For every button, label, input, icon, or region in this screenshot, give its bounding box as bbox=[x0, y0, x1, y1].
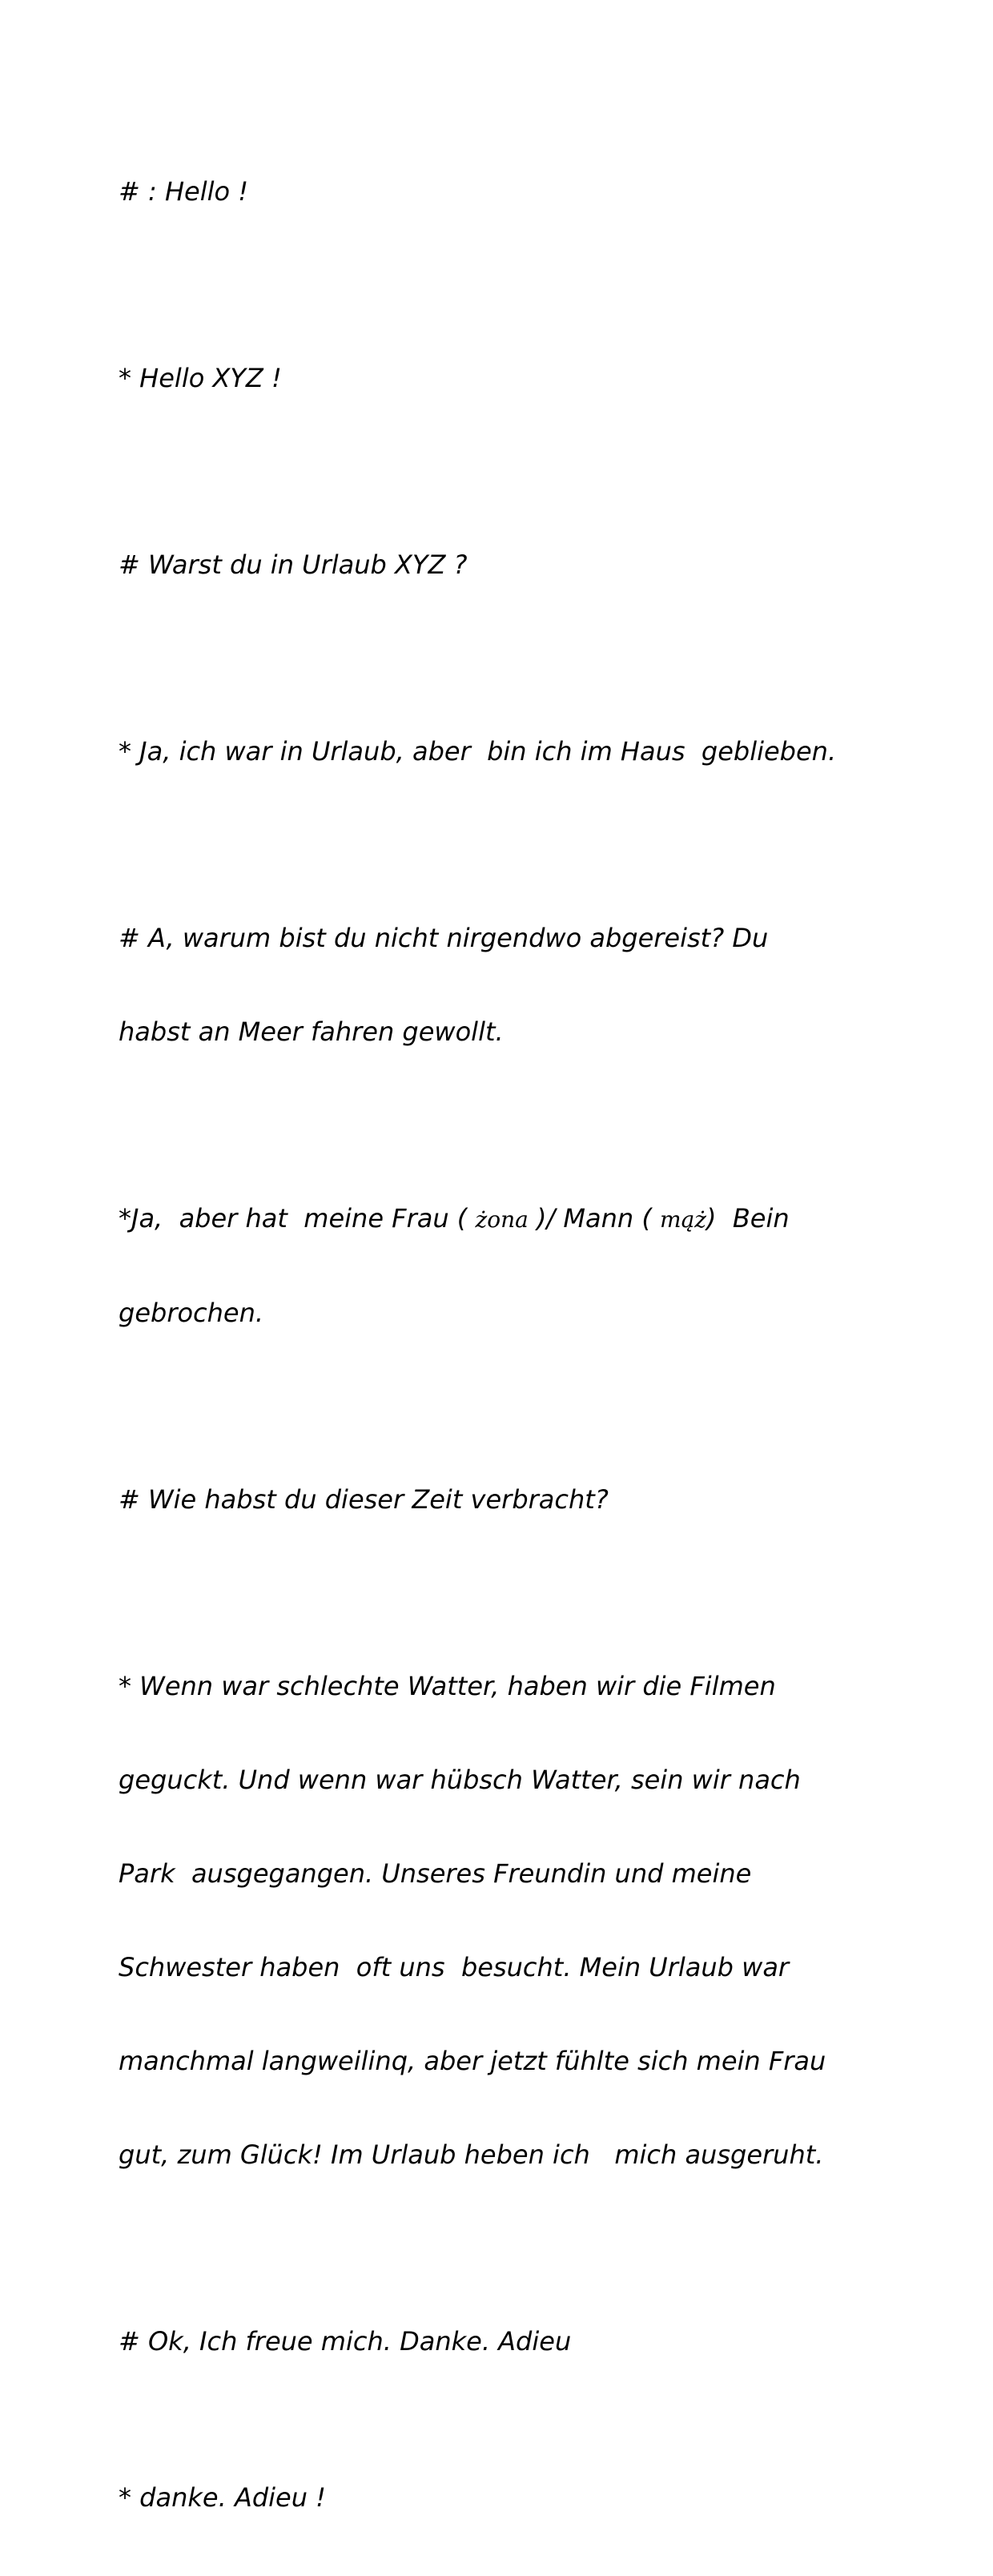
text-line: # : Hello ! bbox=[119, 176, 249, 207]
dialogue-line-6 bbox=[119, 1141, 887, 1391]
text-line: * Hello XYZ ! bbox=[119, 363, 282, 393]
dialogue-line-10 bbox=[119, 2420, 887, 2576]
text-line: gut, zum Glück! Im Urlaub heben ich mich ausgeruht. bbox=[119, 2139, 824, 2170]
text-line: habst an Meer fahren gewollt. bbox=[119, 1016, 504, 1047]
polish-word-wife: żona bbox=[475, 1206, 529, 1233]
text-line: geguckt. Und wenn war hübsch Watter, sein wir nach bbox=[119, 1765, 801, 1795]
text-line: Park ausgegangen. Unseres Freundin und meine bbox=[119, 1858, 752, 1889]
dialogue-line-8 bbox=[119, 1608, 887, 2233]
dialogue-line-5 bbox=[119, 860, 887, 1110]
dialogue-line-7 bbox=[119, 1422, 887, 1578]
text-line: # Warst du in Urlaub XYZ ? bbox=[119, 549, 468, 580]
text-line: Schwester haben oft uns besucht. Mein Urlaub war bbox=[119, 1952, 790, 1982]
text-segment: *Ja, aber hat meine Frau ( bbox=[119, 1203, 476, 1234]
dialogue-line-3 bbox=[119, 487, 887, 643]
text-line: * Wenn war schlechte Watter, haben wir die Filmen bbox=[119, 1671, 776, 1701]
text-line: # Wie habst du dieser Zeit verbracht? bbox=[119, 1484, 609, 1515]
text-line: manchmal langweilinq, aber jetzt fühlte sich mein Frau bbox=[119, 2046, 826, 2076]
text-line: # Ok, Ich freue mich. Danke. Adieu bbox=[119, 2326, 572, 2357]
text-line: * Ja, ich war in Urlaub, aber bin ich im Haus geblieben. bbox=[119, 736, 837, 767]
text-line: gebrochen. bbox=[119, 1298, 264, 1328]
text-line: # A, warum bist du nicht nirgendwo abgereist? Du bbox=[119, 923, 769, 953]
dialogue-text bbox=[119, 114, 887, 2576]
dialogue-line-2 bbox=[119, 300, 887, 457]
text-segment: ) Bein bbox=[706, 1203, 790, 1234]
text-segment: )/ Mann ( bbox=[528, 1203, 661, 1234]
dialogue-line-4 bbox=[119, 674, 887, 830]
polish-word-husband: mąż bbox=[660, 1206, 707, 1233]
dialogue-line-1 bbox=[119, 114, 887, 270]
text-line bbox=[119, 1203, 887, 1235]
dialogue-line-9 bbox=[119, 2264, 887, 2420]
text-line: * danke. Adieu ! bbox=[119, 2482, 326, 2513]
